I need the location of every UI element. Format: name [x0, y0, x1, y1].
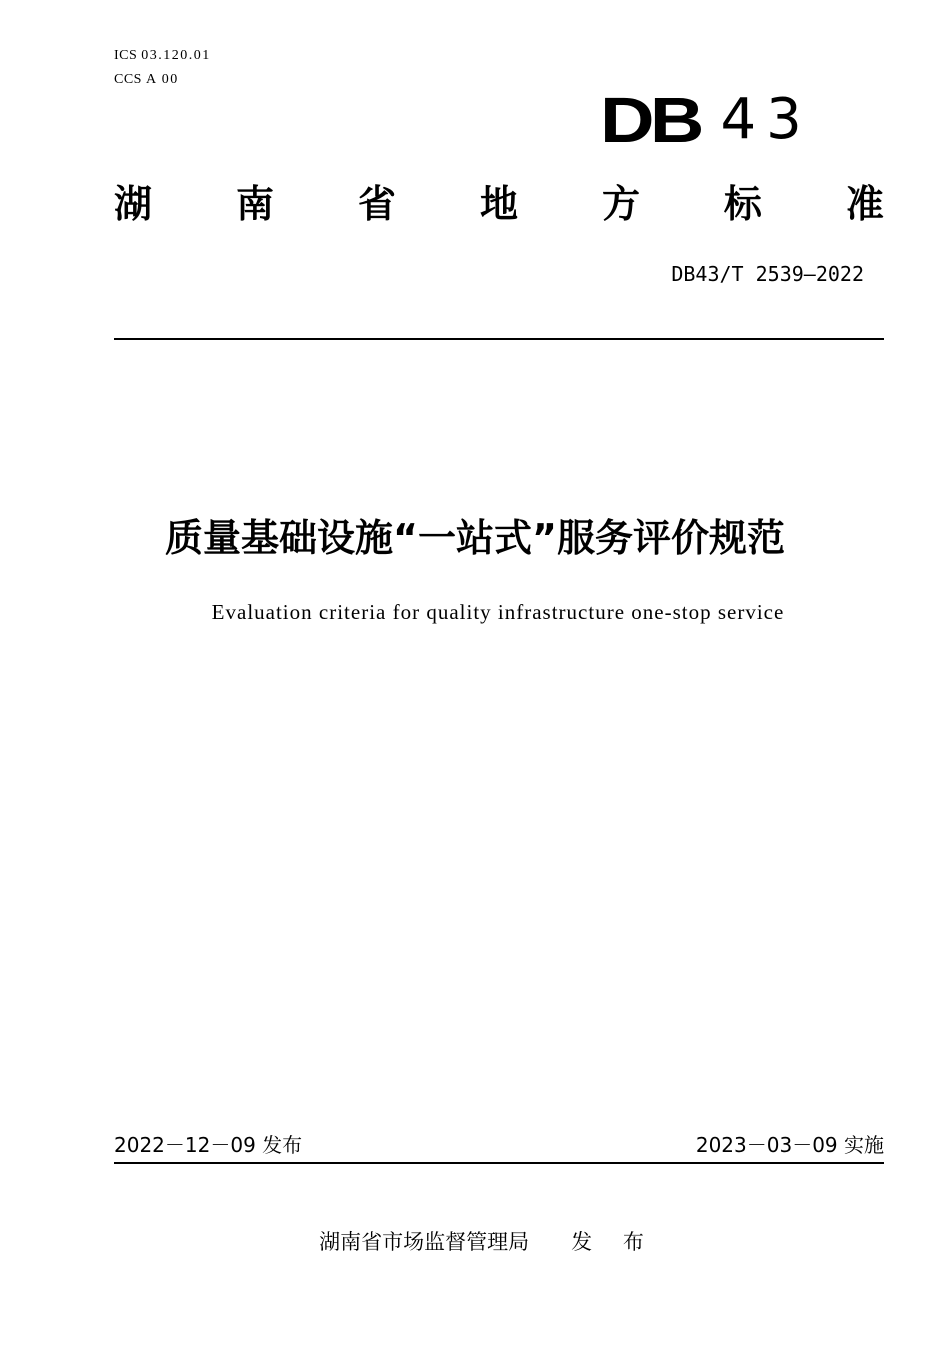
standard-type-char: 地	[479, 182, 518, 226]
ics-row	[114, 44, 211, 68]
ccs-row	[114, 68, 211, 92]
ics-code: 03.120.01	[141, 48, 211, 63]
ccs-label: CCS	[114, 72, 142, 87]
db-logo: DB	[600, 84, 700, 156]
issuer-action: 发 布	[571, 1230, 656, 1254]
standard-type-char: 准	[845, 182, 884, 226]
bottom-divider	[114, 1162, 884, 1164]
issue-date: 2022－12－09 发布	[114, 1133, 303, 1157]
top-divider	[114, 338, 884, 340]
standard-type-char: 方	[601, 182, 640, 226]
standard-type-char: 标	[723, 182, 762, 226]
ics-label: ICS	[114, 48, 138, 63]
province-code: 43	[720, 87, 812, 152]
title-english: Evaluation criteria for quality infrastructure one-stop service	[211, 600, 785, 624]
standard-mark	[600, 84, 812, 156]
standard-type-char: 南	[235, 182, 274, 226]
issuer-line	[0, 1226, 950, 1258]
issuer-name: 湖南省市场监督管理局	[319, 1230, 530, 1254]
standard-type-char: 省	[357, 182, 396, 226]
standard-type-char: 湖	[114, 182, 153, 226]
classification-codes	[114, 44, 211, 92]
title-chinese: 质量基础设施“一站式”服务评价规范	[165, 516, 785, 560]
implementation-date: 2023－03－09 实施	[695, 1133, 884, 1157]
ccs-code: A 00	[145, 72, 179, 87]
standard-number: DB43/T 2539—2022	[671, 262, 864, 286]
standard-type-heading	[114, 178, 884, 230]
